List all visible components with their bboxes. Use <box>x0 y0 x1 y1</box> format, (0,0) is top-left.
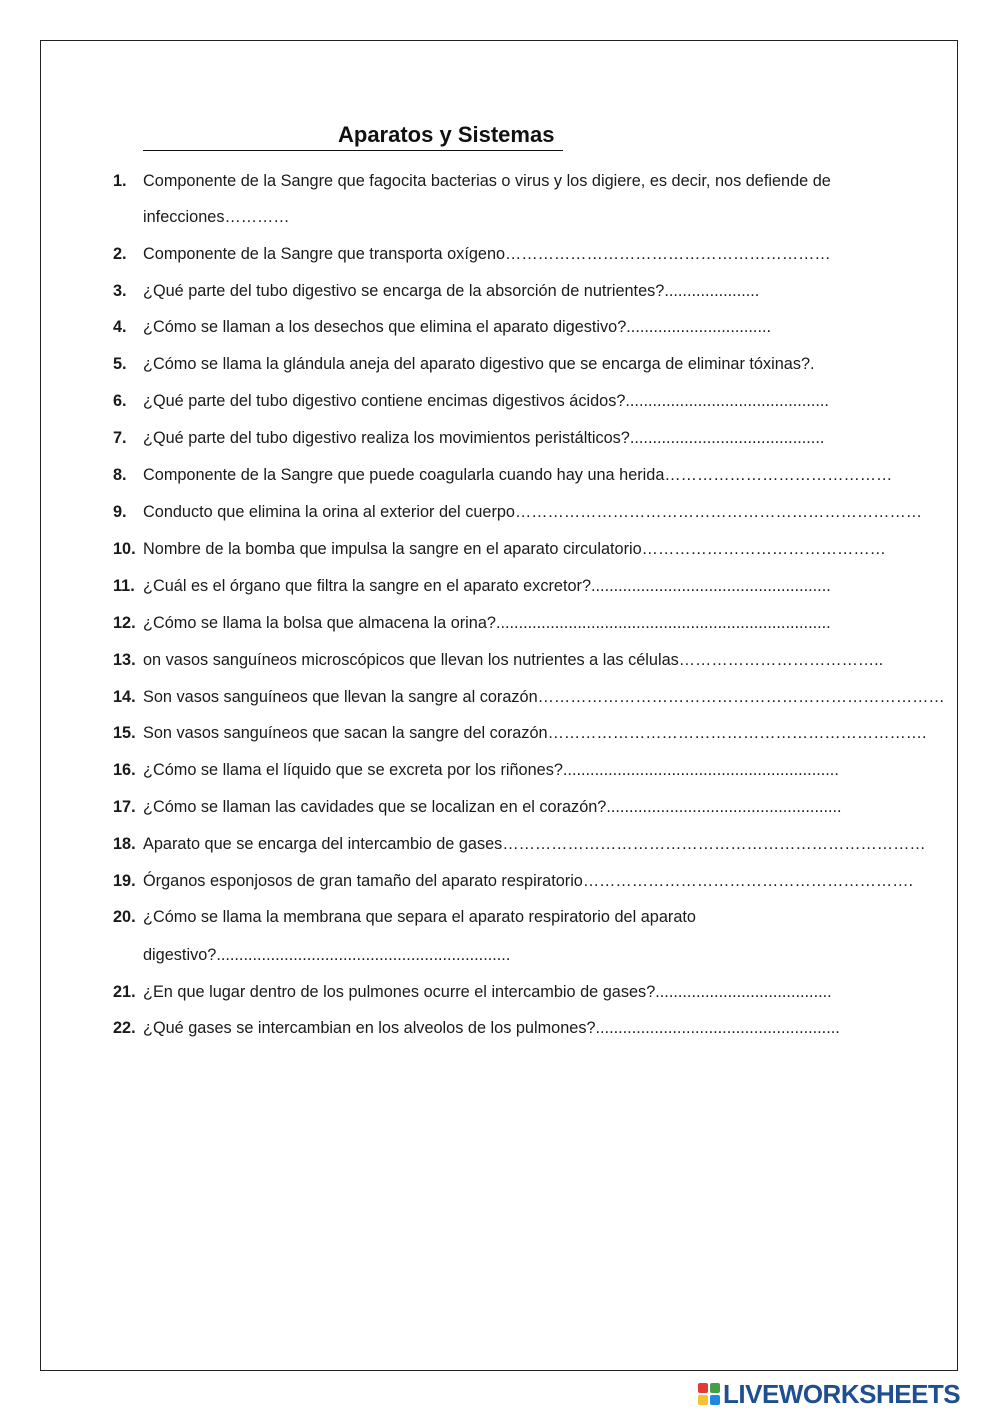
question-text: Componente de la Sangre que transporta oxígeno…………………………………………………… <box>143 245 831 263</box>
question-text: ¿Qué gases se intercambian en los alveolos de los pulmones?...................................................... <box>143 1019 840 1037</box>
question-number: 1. <box>113 172 127 190</box>
page-title: Aparatos y Sistemas <box>338 122 555 147</box>
question-number: 2. <box>113 245 127 263</box>
question-number: 11. <box>113 577 135 595</box>
question-text: ¿Qué parte del tubo digestivo se encarga de la absorción de nutrientes?..................... <box>143 282 760 300</box>
title-underline <box>143 120 563 151</box>
liveworksheets-logo[interactable] <box>698 1381 960 1407</box>
question-number: 22. <box>113 1019 136 1037</box>
question-number: 8. <box>113 466 127 484</box>
question-number: 19. <box>113 872 136 890</box>
question-text: Son vasos sanguíneos que sacan la sangre del corazón……………………………………………………………. <box>143 724 927 742</box>
question-text: Componente de la Sangre que puede coagularla cuando hay una herida…………………………………… <box>143 466 893 484</box>
question-number: 21. <box>113 983 136 1001</box>
question-number: 16. <box>113 761 136 779</box>
question-number: 9. <box>113 503 127 521</box>
question-text: ¿Cómo se llama la bolsa que almacena la orina?.......................................................................... <box>143 614 831 632</box>
question-number: 6. <box>113 392 127 410</box>
question-text: Son vasos sanguíneos que llevan la sangre al corazón………………………………………………………………… <box>143 688 945 706</box>
question-text: Componente de la Sangre que fagocita bacterias o virus y los digiere, es decir, nos defiende de <box>143 172 831 190</box>
question-number: 4. <box>113 318 127 336</box>
question-text: on vasos sanguíneos microscópicos que llevan los nutrientes a las células……………………………….. <box>143 651 884 669</box>
logo-text: LIVEWORKSHEETS <box>723 1379 961 1409</box>
question-text: ¿Qué parte del tubo digestivo realiza los movimientos peristálticos?........................................... <box>143 429 825 447</box>
question-number: 14. <box>113 688 136 706</box>
question-text: ¿Qué parte del tubo digestivo contiene encimas digestivos ácidos?............................................. <box>143 392 829 410</box>
question-number: 20. <box>113 908 136 926</box>
question-number: 10. <box>113 540 136 558</box>
question-number: 18. <box>113 835 136 853</box>
question-number: 15. <box>113 724 136 742</box>
question-number: 17. <box>113 798 136 816</box>
question-text-continued: infecciones………… <box>143 208 290 226</box>
question-text: Aparato que se encarga del intercambio de gases…………………………………………………………………… <box>143 835 926 853</box>
question-text: ¿Cómo se llama la membrana que separa el aparato respiratorio del aparato <box>143 908 696 926</box>
question-text: ¿Cómo se llama el líquido que se excreta por los riñones?............................................................. <box>143 761 839 779</box>
question-number: 3. <box>113 282 127 300</box>
question-text: ¿Cómo se llaman las cavidades que se localizan en el corazón?.................................................... <box>143 798 842 816</box>
question-text: Nombre de la bomba que impulsa la sangre en el aparato circulatorio……………………………………… <box>143 540 886 558</box>
question-number: 13. <box>113 651 136 669</box>
question-text: ¿Cuál es el órgano que filtra la sangre en el aparato excretor?..................................................... <box>143 577 831 595</box>
question-number: 7. <box>113 429 127 447</box>
question-text: ¿Cómo se llaman a los desechos que elimina el aparato digestivo?................................ <box>143 318 772 336</box>
question-text: Órganos esponjosos de gran tamaño del aparato respiratorio……………………………………………………. <box>143 872 914 890</box>
question-number: 12. <box>113 614 136 632</box>
question-text-continued: digestivo?................................................................. <box>143 946 511 964</box>
liveworksheets-logo-icon <box>698 1383 720 1405</box>
question-text: ¿Cómo se llama la glándula aneja del aparato digestivo que se encarga de eliminar tóxinas?. <box>143 355 815 373</box>
question-text: ¿En que lugar dentro de los pulmones ocurre el intercambio de gases?....................................... <box>143 983 832 1001</box>
question-text: Conducto que elimina la orina al exterior del cuerpo………………………………………………………………… <box>143 503 923 521</box>
question-number: 5. <box>113 355 127 373</box>
